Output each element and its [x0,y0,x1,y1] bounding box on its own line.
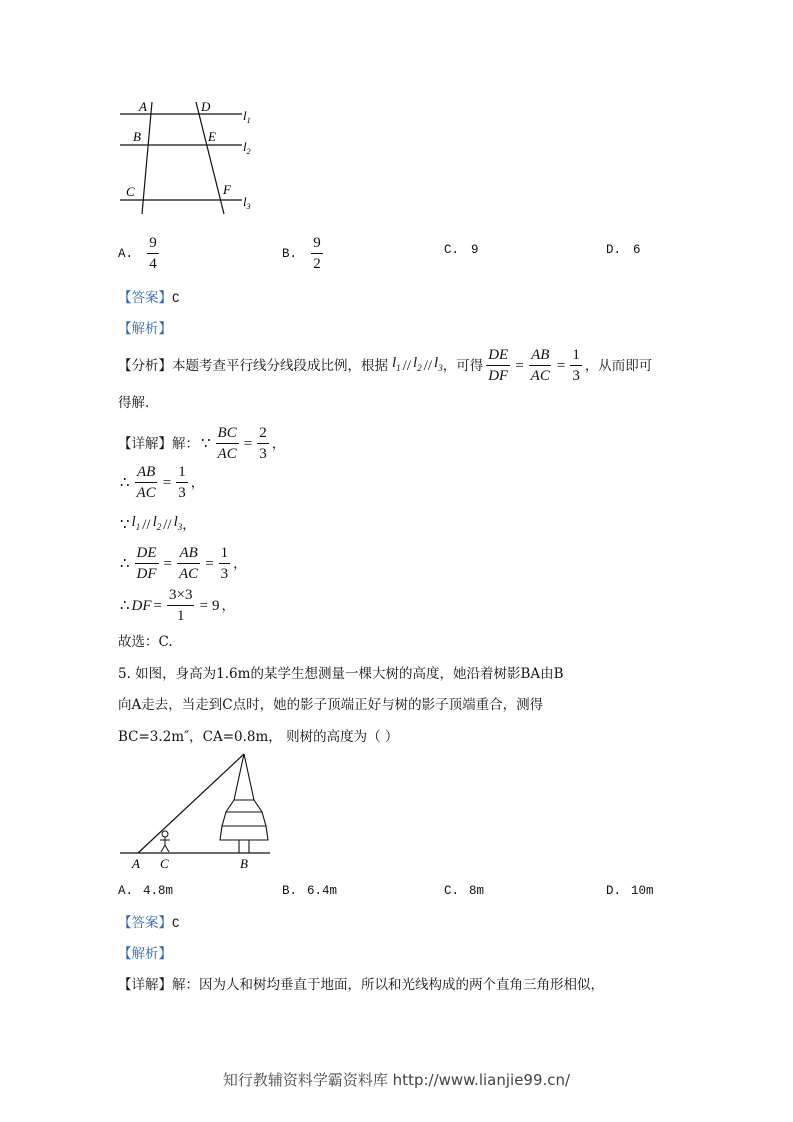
q4-analysis-tag: 【解析】 [118,321,172,337]
q5-analysis-tag: 【解析】 [118,946,172,962]
q5-option-c: C. 8m [444,884,485,898]
label-l1: $l_1$ [243,108,251,125]
light-ray [138,754,244,853]
option-b: B. $\frac{9}{2}$ [282,234,326,273]
footer-watermark[interactable]: 知行教辅资料学霸资料库 http://www.lianjie99.cn/ [222,1071,571,1089]
option-d: D. 6 [606,243,641,257]
q5-stem-line2: 向A走去，当走到C点时，她的影子顶端正好与树的影子顶端重合，测得 [118,697,544,713]
person-icon [160,831,170,852]
label-B: B [133,129,141,144]
q5-option-b: B. 6.4m [282,884,338,898]
q5-stem-line1: 5. 如图，身高为1.6m的某学生想测量一棵大树的高度，她沿着树影BA由B [118,666,564,682]
q4-detail-line1: 【详解】 解： ∵ $\frac{BC}{AC}$ = $\frac{2}{3}$ ， [118,425,286,462]
label-C: C [160,856,169,871]
transversal-left [142,102,152,214]
label-B: B [240,856,248,871]
q4-detail-line2: ∴ $\frac{AB}{AC}$ = $\frac{1}{3}$ ， [120,464,205,501]
tree-icon [220,754,268,853]
q4-fenxi: 【分析】 本题考查平行线分线段成比例，根据 $l_1$ // $l_2$ // $l_3$ ，可得 $\frac{DE}{DF}$ = $\frac{AB}{AC}$ = $\frac{1}{3}$ ，从而即可 [118,347,653,384]
q4-detail-line3: ∵ $l_1$ // $l_2$ // $l_3$ ， [120,514,196,533]
q4-fenxi-line2: 得解. [118,395,150,411]
label-l3: $l_3$ [243,194,251,211]
q5-option-a: A. 4.8m [118,884,174,898]
label-l2: $l_2$ [243,139,251,156]
tree-shadow-figure [112,748,282,876]
label-A: A [132,856,140,871]
q5-option-d: D. 10m [606,884,654,898]
option-a-fraction: $\frac{9}{4}$ [147,234,159,273]
option-a: A. $\frac{9}{4}$ [118,234,162,273]
label-C: C [126,184,135,199]
q4-detail-line4: ∴ $\frac{DE}{DF}$ = $\frac{AB}{AC}$ = $\frac{1}{3}$ ， [120,545,247,582]
label-A: A [139,99,147,114]
label-D: D [201,99,211,114]
option-c: C. 9 [444,243,479,257]
q4-detail-line5: ∴ DF = $\frac{3\times 3}{1}$ = 9 ， [120,587,235,624]
label-E: E [208,129,216,144]
q4-answer: 【答案】C [118,290,180,306]
q4-conclusion: 故选：C. [118,634,173,650]
parallel-lines-figure [112,94,272,218]
label-F: F [223,182,231,197]
q5-answer: 【答案】C [118,915,180,931]
option-b-fraction: $\frac{9}{2}$ [311,234,323,273]
transversal-right [196,102,224,214]
q5-detail: 【详解】解：因为人和树均垂直于地面，所以和光线构成的两个直角三角形相似， [118,977,604,993]
q5-stem-line3: BC=3.2m″，CA=0.8m， 则树的高度为（ ） [118,729,399,745]
